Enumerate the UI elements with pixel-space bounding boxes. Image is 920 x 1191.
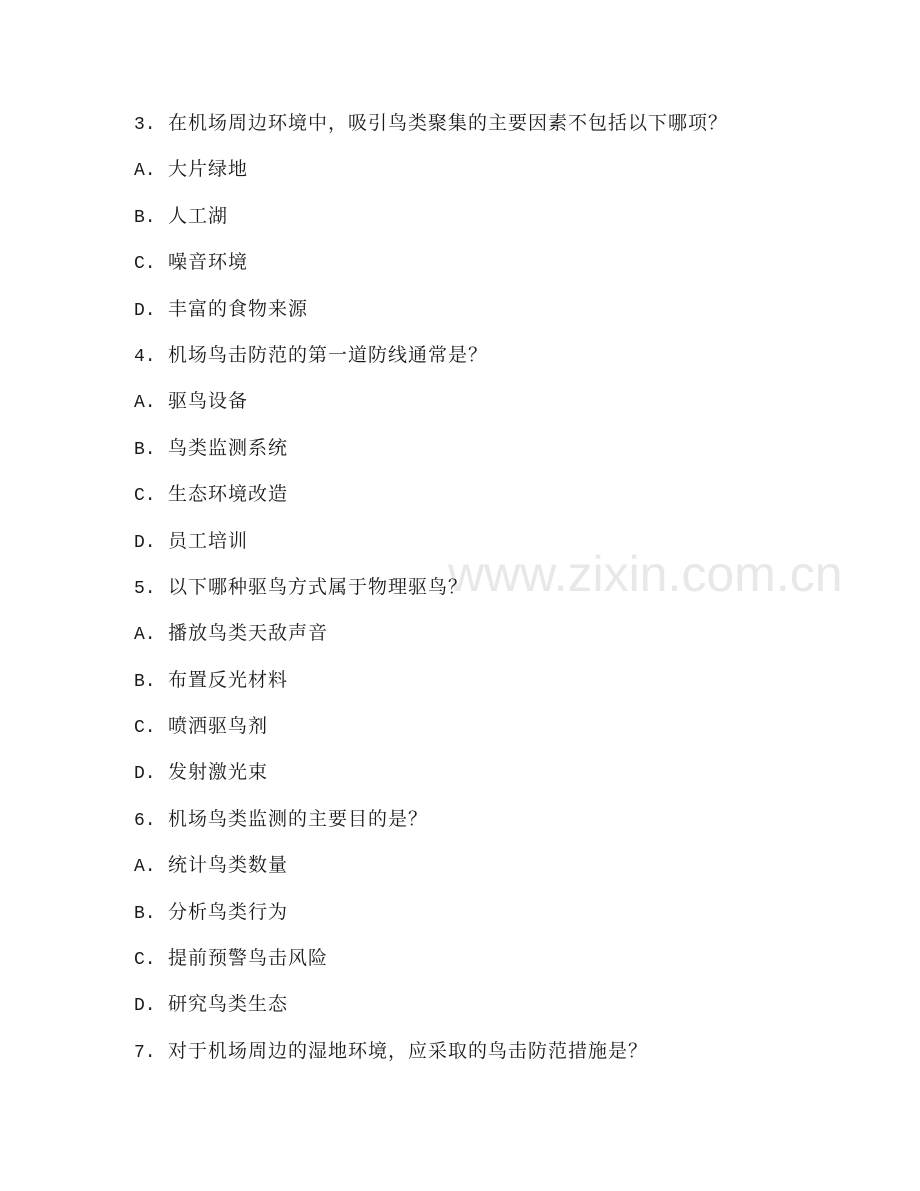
option-text: 提前预警鸟击风险 [168,947,329,970]
option-text: 播放鸟类天敌声音 [168,622,329,645]
option-a [134,848,854,894]
question-5 [134,570,854,616]
item-number: B. [134,671,156,692]
question-text: 机场鸟类监测的主要目的是？ [168,807,429,830]
item-number: D. [134,764,156,785]
option-text: 丰富的食物来源 [168,297,309,320]
option-text: 人工湖 [168,204,229,227]
item-number: 6. [134,810,156,831]
option-text: 生态环境改造 [168,483,289,506]
item-number: A. [134,857,156,878]
option-b [134,895,854,941]
question-6 [134,802,854,848]
option-d [134,987,854,1033]
option-text: 布置反光材料 [168,668,289,691]
question-text: 在机场周边环境中，吸引鸟类聚集的主要因素不包括以下哪项？ [168,112,729,134]
question-list [134,106,854,1080]
question-text: 机场鸟击防范的第一道防线通常是？ [168,343,489,366]
option-text: 鸟类监测系统 [168,436,289,459]
option-text: 研究鸟类生态 [168,993,289,1016]
option-text: 员工培训 [168,529,249,552]
option-text: 驱鸟设备 [168,390,249,413]
option-c [134,245,854,291]
item-number: B. [134,903,156,924]
option-d [134,292,854,338]
option-b [134,663,854,709]
question-text: 以下哪种驱鸟方式属于物理驱鸟？ [168,575,469,598]
item-number: D. [134,996,156,1017]
option-text: 分析鸟类行为 [168,900,289,923]
option-c [134,709,854,755]
item-number: C. [134,486,156,507]
option-a [134,384,854,430]
item-number: B. [134,207,156,228]
item-number: C. [134,718,156,739]
question-text: 对于机场周边的湿地环境，应采取的鸟击防范措施是？ [168,1039,649,1062]
option-c [134,941,854,987]
item-number: D. [134,300,156,321]
option-b [134,199,854,245]
option-text: 发射激光束 [168,761,269,784]
option-text: 统计鸟类数量 [168,854,289,877]
watermark: www.zixin.com.cn [448,546,843,602]
option-text: 喷洒驱鸟剂 [168,715,269,738]
item-number: 4. [134,346,156,367]
option-d [134,755,854,801]
item-number: 7. [134,1042,156,1063]
item-number: 3. [134,115,156,135]
item-number: 5. [134,578,156,599]
question-7 [134,1034,854,1080]
item-number: A. [134,161,156,182]
option-text: 噪音环境 [168,251,249,274]
item-number: C. [134,950,156,971]
item-number: A. [134,393,156,414]
question-4 [134,338,854,384]
option-text: 大片绿地 [168,158,249,181]
item-number: C. [134,254,156,275]
option-a [134,616,854,662]
option-c [134,477,854,523]
question-3 [134,106,854,152]
option-d [134,524,854,570]
option-b [134,431,854,477]
option-a [134,152,854,198]
item-number: D. [134,532,156,553]
item-number: A. [134,625,156,646]
item-number: B. [134,439,156,460]
